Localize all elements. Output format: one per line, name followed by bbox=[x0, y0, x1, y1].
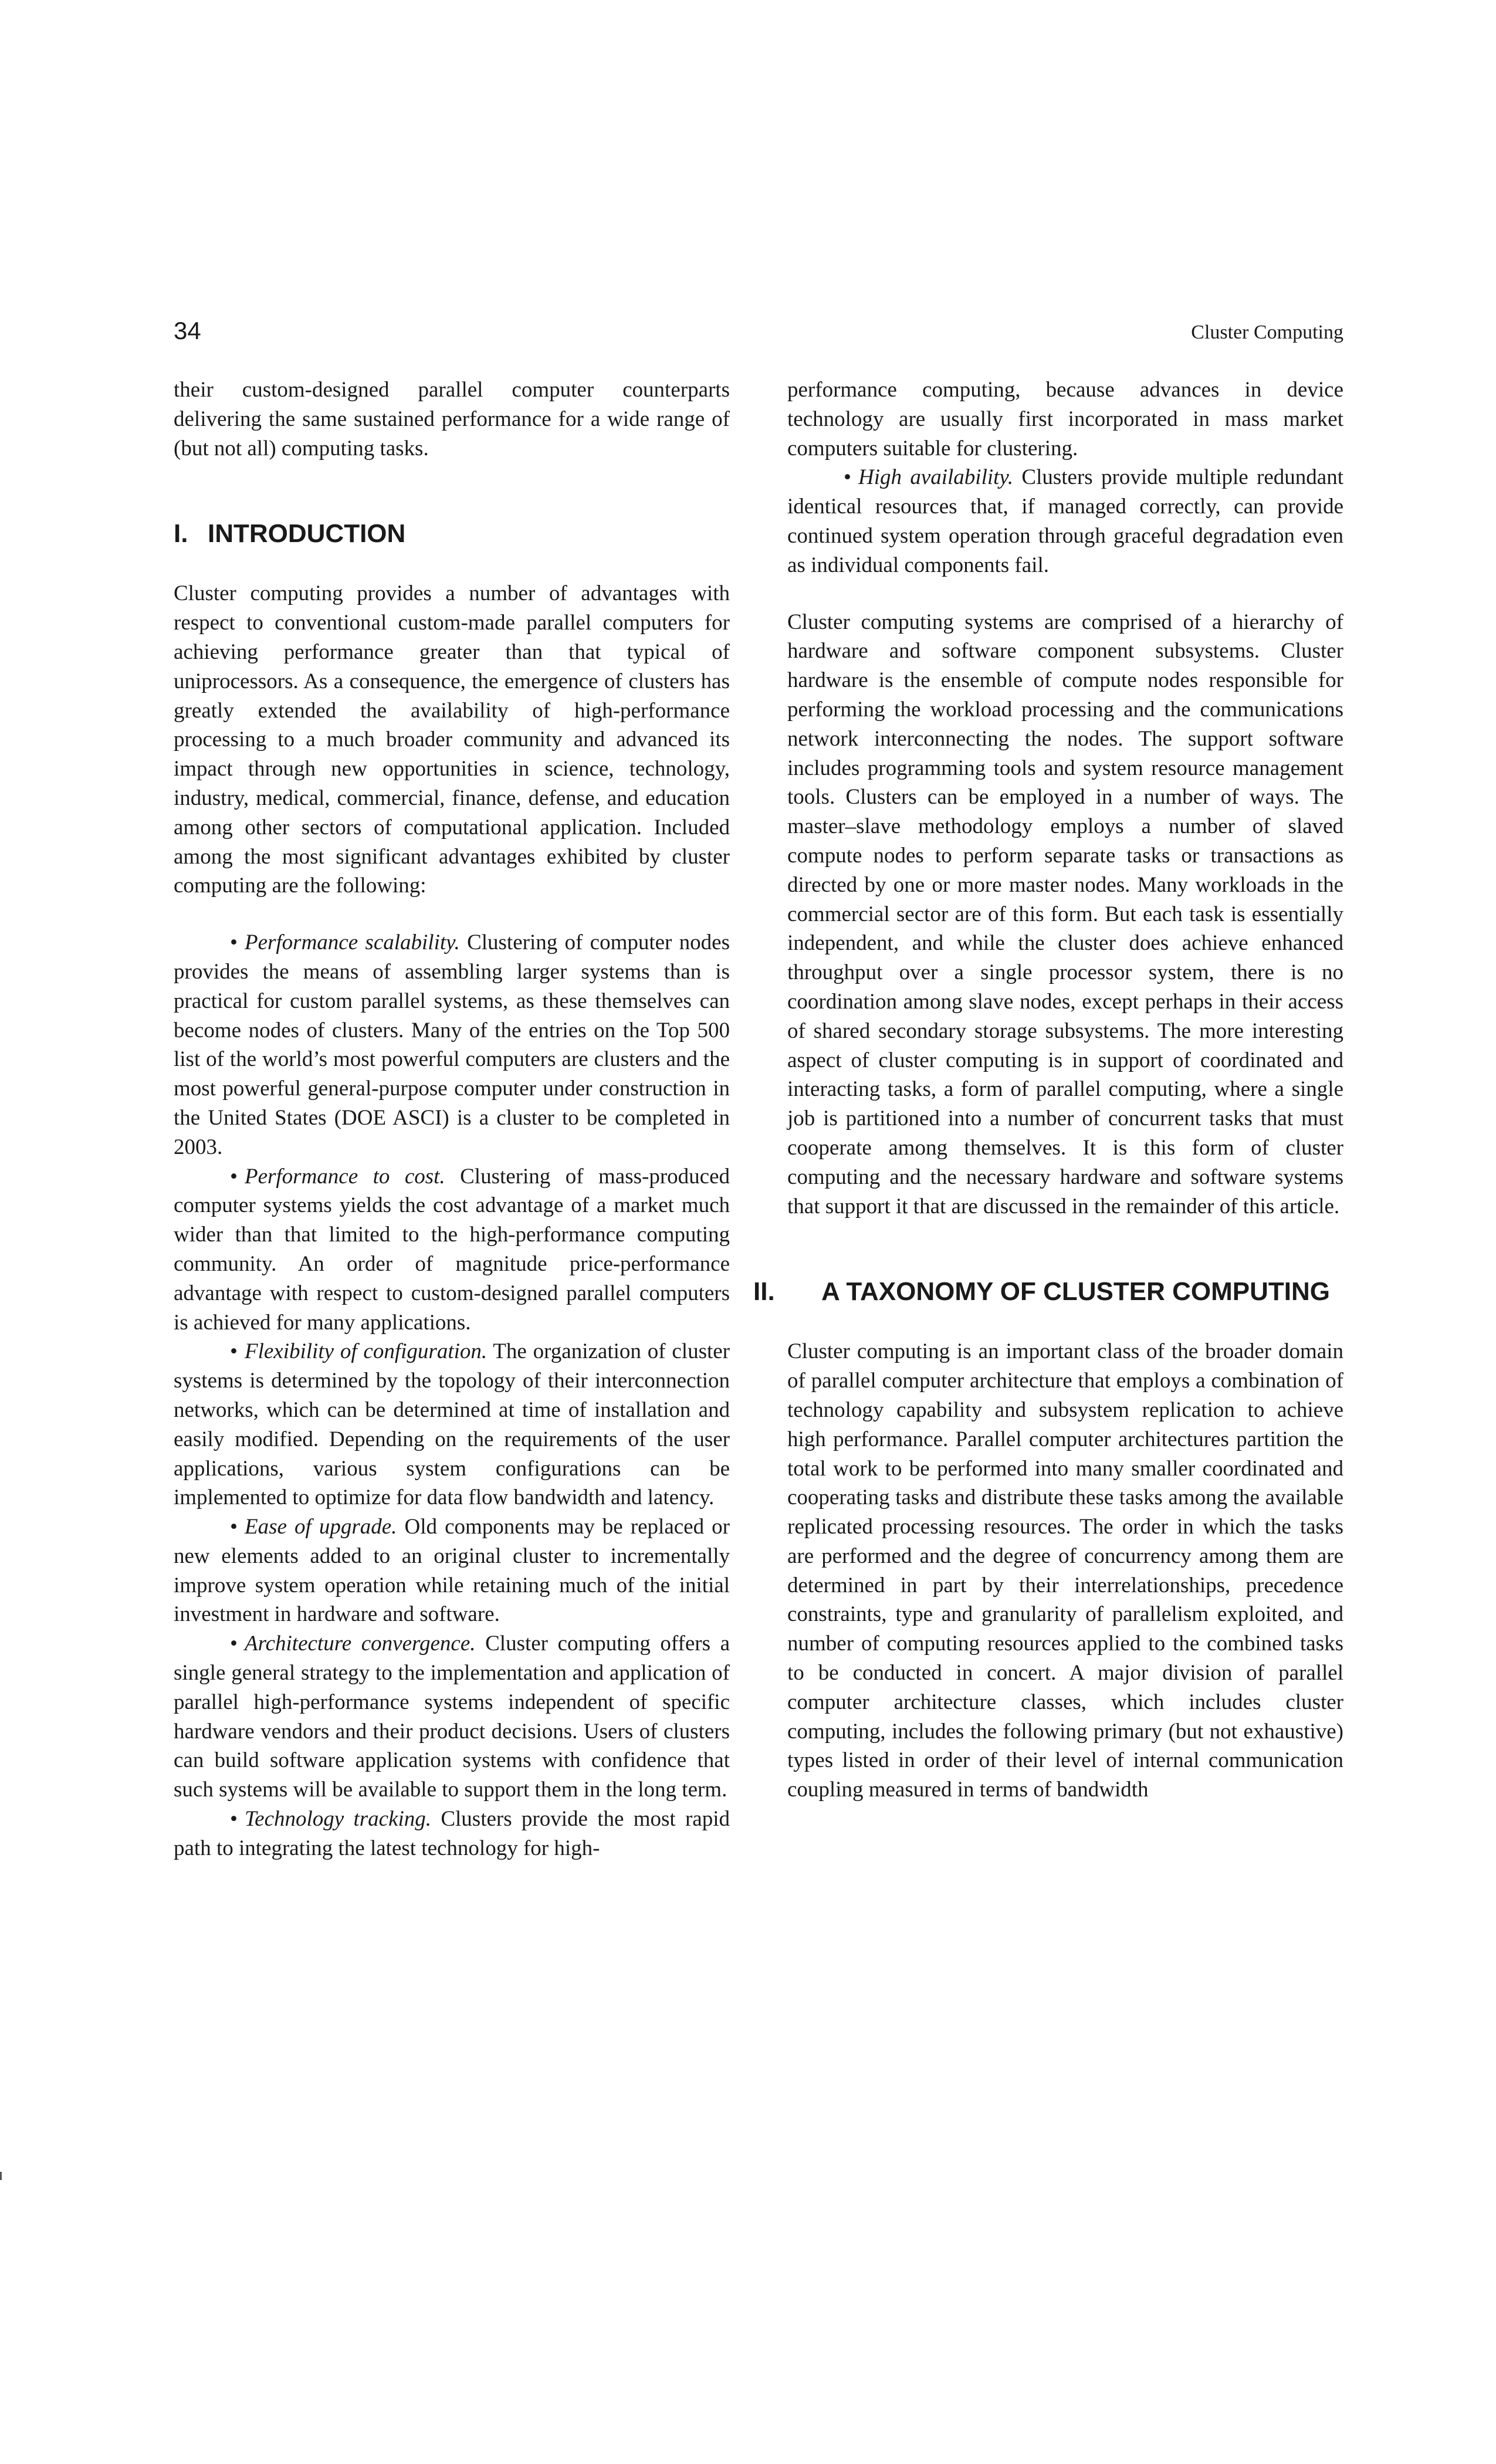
carryover-paragraph: their custom-designed parallel computer counterparts delivering the same sustained performance for a wide range of (but not all) computing tasks. bbox=[174, 378, 730, 461]
bullet-item bbox=[174, 1337, 730, 1512]
bullet-icon: • bbox=[230, 1339, 238, 1364]
margin-mark bbox=[0, 2172, 2, 2180]
bullet-item bbox=[174, 1512, 730, 1629]
bullet-text: Cluster computing offers a single general strategy to the implementation and application of parallel high-performance systems independent of specific hardware vendors and their product decisions. Users of clusters can build software application systems with confidence that such systems will be available to support them in the long term. bbox=[174, 1632, 730, 1802]
bullet-icon: • bbox=[230, 1632, 238, 1656]
body-paragraph: Cluster computing systems are comprised of a hierarchy of hardware and software component subsystems. Cluster hardware is the ensemble of compute nodes responsible for performing the workload processing and the communications network interconnecting the nodes. The support software includes programming tools and system resource management tools. Clusters can be employed in a number of ways. The master–slave methodology employs a number of slaved compute nodes to perform separate tasks or transactions as directed by one or more master nodes. Many workloads in the commercial sector are of this form. But each task is essentially independent, and while the cluster does achieve enhanced throughput over a single processor system, there is no coordination among slave nodes, except perhaps in their access of shared secondary storage subsystems. The more interesting aspect of cluster computing is in support of coordinated and interacting tasks, a form of parallel computing, where a single job is partitioned into a number of concurrent tasks that must cooperate among themselves. It is this form of cluster computing and the necessary hardware and software systems that support it that are discussed in the remainder of this article. bbox=[787, 610, 1343, 1219]
running-title: Cluster Computing bbox=[1191, 321, 1343, 343]
intro-paragraph: Cluster computing provides a number of advantages with respect to conventional custom-made parallel computers for achieving performance greater than that typical of uniprocessors. As a consequence, the emergence of clusters has greatly extended the availability of high-performance processing to a much broader community and advanced its impact through new opportunities in science, technology, industry, medical, commercial, finance, defense, and education among other sectors of computational application. Included among the most significant advantages exhibited by cluster computing are the following: bbox=[174, 581, 730, 898]
bullet-item bbox=[787, 463, 1343, 580]
bullet-icon: • bbox=[230, 1164, 238, 1189]
bullet-term: Performance scalability. bbox=[244, 930, 460, 955]
bullet-term: High availability. bbox=[858, 465, 1014, 490]
carryover-paragraph: performance computing, because advances in device technology are usually first incorporated in mass market computers suitable for clustering. bbox=[787, 378, 1343, 461]
section-number: I. bbox=[174, 519, 188, 549]
page-number: 34 bbox=[174, 317, 201, 344]
bullet-term: Ease of upgrade. bbox=[244, 1515, 397, 1539]
bullet-icon: • bbox=[844, 465, 851, 490]
bullet-text: Clusters provide multiple redundant identical resources that, if managed correctly, can provide continued system operation through graceful degradation even as individual components fail. bbox=[787, 465, 1343, 577]
bullet-icon: • bbox=[230, 1807, 238, 1832]
section-heading-introduction bbox=[174, 519, 730, 549]
bullet-term: Technology tracking. bbox=[244, 1807, 432, 1832]
body-paragraph: Cluster computing is an important class of the broader domain of parallel computer architecture that employs a combination of technology capability and subsystem replication to achieve high performance. Parallel computer architectures partition the total work to be performed into many smaller coordinated and cooperating tasks and distribute these tasks among the available replicated processing resources. The order in which the tasks are performed and the degree of concurrency among them are determined in part by their interrelationships, precedence constraints, type and granularity of parallelism exploited, and number of computing resources applied to the combined tasks to be conducted in concert. A major division of parallel computer architecture classes, which includes cluster computing, includes the following primary (but not exhaustive) types listed in order of their level of internal communication coupling measured in terms of bandwidth bbox=[787, 1339, 1343, 1802]
bullet-text: Clustering of mass-produced computer systems yields the cost advantage of a market much wider than that limited to the high-performance computing community. An order of magnitude price-performance advantage with respect to custom-designed parallel computers is achieved for many applications. bbox=[174, 1164, 730, 1335]
section-number: II. bbox=[753, 1277, 775, 1307]
section-heading-taxonomy bbox=[753, 1277, 1343, 1307]
section-title: A TAXONOMY OF CLUSTER COMPUTING bbox=[821, 1277, 1330, 1307]
bullet-text: Clusters provide the most rapid path to integrating the latest technology for high- bbox=[174, 1807, 730, 1860]
right-column bbox=[753, 375, 1343, 1805]
bullet-item bbox=[174, 1162, 730, 1338]
bullet-icon: • bbox=[230, 930, 238, 955]
section-title: INTRODUCTION bbox=[208, 519, 406, 549]
bullet-text: The organization of cluster systems is determined by the topology of their interconnection networks, which can be determined at time of installation and easily modified. Depending on the requirements of the user applications, various system configurations can be implemented to optimize for data flow bandwidth and latency. bbox=[174, 1339, 730, 1510]
bullet-icon: • bbox=[230, 1515, 238, 1539]
bullet-item bbox=[174, 1629, 730, 1805]
bullet-item bbox=[174, 928, 730, 1162]
bullet-text: Clustering of computer nodes provides the means of assembling larger systems than is practical for custom parallel systems, as these themselves can become nodes of clusters. Many of the entries on the Top 500 list of the world’s most powerful computers are clusters and the most powerful general-purpose computer under construction in the United States (DOE ASCI) is a cluster to be completed in 2003. bbox=[174, 930, 730, 1159]
bullet-text: Old components may be replaced or new elements added to an original cluster to incrementally improve system operation while retaining much of the initial investment in hardware and software. bbox=[174, 1515, 730, 1627]
bullet-term: Flexibility of configuration. bbox=[244, 1339, 488, 1364]
bullet-term: Performance to cost. bbox=[244, 1164, 445, 1189]
left-column bbox=[174, 375, 730, 1863]
bullet-item bbox=[174, 1805, 730, 1863]
bullet-term: Architecture convergence. bbox=[244, 1632, 476, 1656]
